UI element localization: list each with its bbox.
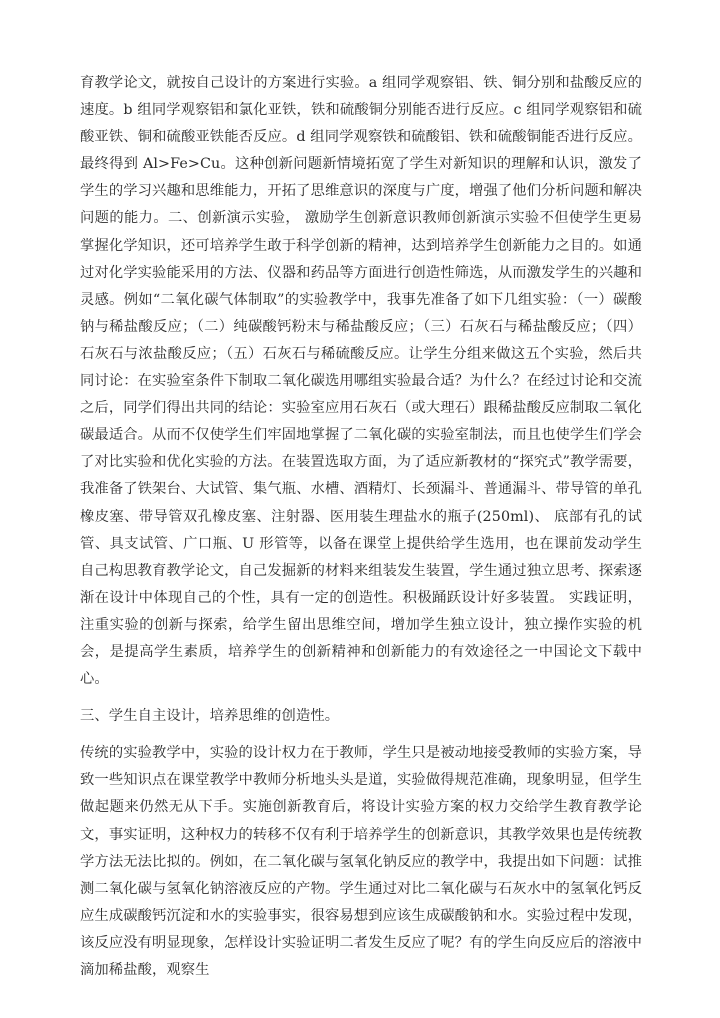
body-paragraph-2: 传统的实验教学中，实验的设计权力在于教师，学生只是被动地接受教师的实验方案，导致一些知识点在课堂教学中教师分析地头头是道，实验做得规范准确，现象明显，但学生做起题来仍然无从下手。实施创新教育后，将设计实验方案的权力交给学生教育教学论文，事实证明，这种权力的转移不仅有利于培养学生的创新意识，其教学效果也是传统教学方法无法比拟的。例如，在二氧化碳与氢氧化钠反应的教学中，我提出如下问题：试推测二氧化碳与氢氧化钠溶液反应的产物。学生通过对比二氧化碳与石灰水中的氢氧化钙反应生成碳酸钙沉淀和水的实验事实，很容易想到应该生成碳酸钠和水。实验过程中发现，该反应没有明显现象，怎样设计实验证明二者发生反应了呢？有的学生向反应后的溶液中滴加稀盐酸，观察生 <box>80 745 642 978</box>
body-paragraph-1: 育教学论文，就按自己设计的方案进行实验。a 组同学观察铝、铁、铜分别和盐酸反应的速度。b 组同学观察铝和氯化亚铁，铁和硫酸铜分别能否进行反应。c 组同学观察铝和硫酸亚铁、铜和硫酸亚铁能否反应。d 组同学观察铁和硫酸铝、铁和硫酸铜能否进行反应。最终得到 Al>Fe>Cu。这种创新问题新情境拓宽了学生对新知识的理解和认识，激发了学生的学习兴趣和思维能力，开拓了思维意识的深度与广度，增强了他们分析问题和解决问题的能力。二、创新演示实验， 激励学生创新意识教师创新演示实验不但使学生更易掌握化学知识，还可培养学生敢于科学创新的精神，达到培养学生创新能力之目的。如通过对化学实验能采用的方法、仪器和药品等方面进行创造性筛选，从而激发学生的兴趣和灵感。例如“二氧化碳气体制取”的实验教学中，我事先准备了如下几组实验：（一）碳酸钠与稀盐酸反应；（二）纯碳酸钙粉末与稀盐酸反应；（三）石灰石与稀盐酸反应；（四）石灰石与浓盐酸反应；（五）石灰石与稀硫酸反应。让学生分组来做这五个实验，然后共同讨论：在实验室条件下制取二氧化碳选用哪组实验最合适？为什么？在经过讨论和交流之后，同学们得出共同的结论：实验室应用石灰石（或大理石）跟稀盐酸反应制取二氧化碳最适合。从而不仅使学生们牢固地掌握了二氧化碳的实验室制法，而且也使学生们学会了对比实验和优化实验的方法。在装置选取方面，为了适应新教材的“探究式”教学需要，我准备了铁架台、大试管、集气瓶、水槽、酒精灯、长颈漏斗、普通漏斗、带导管的单孔橡皮塞、带导管双孔橡皮塞、注射器、医用装生理盐水的瓶子(250ml)、 底部有孔的试管、具支试管、广口瓶、U 形管等，以备在课堂上提供给学生选用，也在课前发动学生自己构思教育教学论文，自己发掘新的材料来组装发生装置，学生通过独立思考、探索逐渐在设计中体现自己的个性，具有一定的创造性。积极踊跃设计好多装置。 实践证明，注重实验的创新与探索，给学生留出思维空间，增加学生独立设计，独立操作实验的机会，是提高学生素质，培养学生的创新精神和创新能力的有效途径之一中国论文下载中心。 <box>80 75 642 688</box>
section-heading-3: 三、学生自主设计，培养思维的创造性。 <box>80 708 340 725</box>
